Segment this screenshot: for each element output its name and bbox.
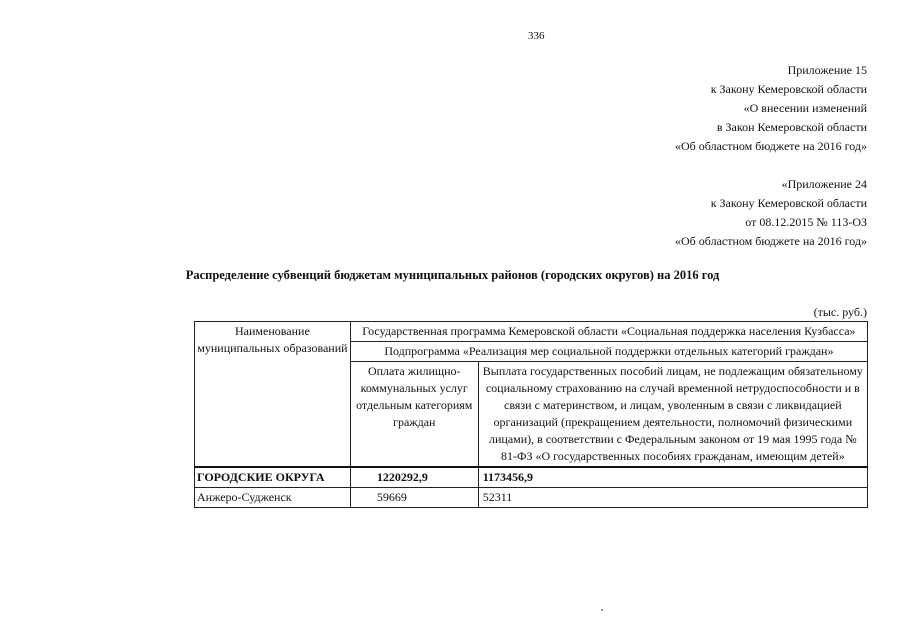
header-housing-payment: Оплата жилищно-коммунальных услуг отдельным категориям граждан (350, 362, 478, 468)
row-name: Анжеро-Судженск (195, 488, 351, 508)
header-municipality: Наименование муниципальных образований (195, 322, 351, 468)
appendix-24-line: от 08.12.2015 № 113-ОЗ (745, 215, 867, 229)
appendix-15-line: «О внесении изменений (743, 101, 867, 115)
appendix-15-line: Приложение 15 (787, 63, 867, 77)
row-housing-value: 1220292,9 (350, 467, 478, 488)
row-benefits-value: 52311 (478, 488, 867, 508)
appendix-24-header (675, 175, 867, 251)
table-row (195, 488, 868, 508)
document-title: Распределение субвенций бюджетам муниципальных районов (городских округов) на 2016 год (185, 268, 720, 282)
table-row (195, 467, 868, 488)
page-number: 336 (528, 30, 545, 42)
appendix-15-header (675, 61, 867, 156)
header-program: Государственная программа Кемеровской области «Социальная поддержка населения Кузбасса» (350, 322, 867, 342)
appendix-15-line: в Закон Кемеровской области (716, 120, 867, 134)
appendix-24-line: «Об областном бюджете на 2016 год» (675, 234, 867, 248)
appendix-15-line: «Об областном бюджете на 2016 год» (675, 139, 867, 153)
header-subprogram: Подпрограмма «Реализация мер социальной поддержки отдельных категорий граждан» (350, 342, 867, 362)
row-housing-value: 59669 (350, 488, 478, 508)
units-label: (тыс. руб.) (813, 305, 867, 319)
table-header-row (195, 322, 868, 342)
subsidy-table (194, 321, 868, 508)
row-name: ГОРОДСКИЕ ОКРУГА (195, 467, 351, 488)
subsidy-table-wrapper (194, 321, 868, 508)
appendix-24-line: к Закону Кемеровской области (710, 196, 867, 210)
header-state-benefits: Выплата государственных пособий лицам, не подлежащим обязательному социальному страхованию на случай временной нетрудоспособности и в связи с материнством, и лицам, уволенным в связи с ликвидацией организаций (прекращением деятельности, полномочий физическими лицами), в соответствии с Федеральным законом от 19 мая 1995 года № 81-ФЗ «О государственных пособиях гражданам, имеющим детей» (478, 362, 867, 468)
appendix-24-line: «Приложение 24 (781, 177, 867, 191)
row-benefits-value: 1173456,9 (478, 467, 867, 488)
scan-speck (601, 609, 603, 611)
appendix-15-line: к Закону Кемеровской области (710, 82, 867, 96)
